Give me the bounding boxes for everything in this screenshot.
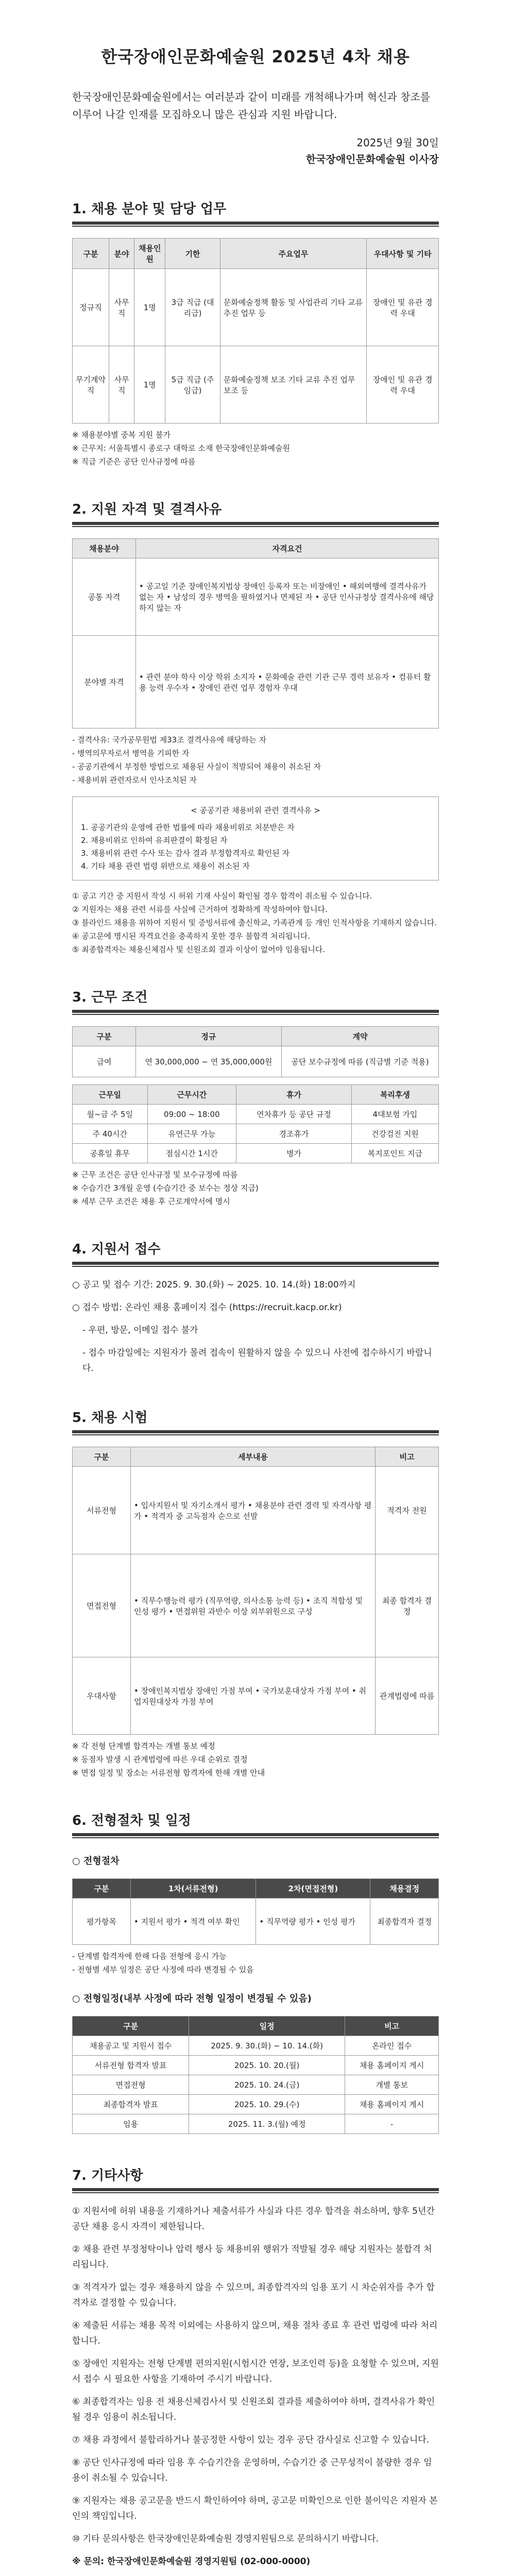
divider xyxy=(72,2188,439,2191)
misc-list xyxy=(72,2204,439,2569)
table-cell: • 직무수행능력 평가 (직무역량, 의사소통 능력 등) • 조직 적합성 및 인성 평가 • 면접위원 과반수 이상 외부위원으로 구성 xyxy=(131,1554,376,1657)
table-header: 자격요건 xyxy=(136,539,439,558)
divider xyxy=(72,1833,439,1836)
table-cell: 문화예술정책 보조 기타 교류 추진 업무 보조 등 xyxy=(220,346,367,423)
date-block xyxy=(72,134,439,167)
list-item: ⑦ 채용 과정에서 불합리하거나 불공정한 사항이 있는 경우 공단 감사실로 신고할 수 있습니다. xyxy=(72,2435,430,2445)
table-row xyxy=(73,346,439,423)
application-list xyxy=(72,1277,439,1376)
table-cell: 급여 xyxy=(73,1046,136,1077)
table-cell: 3급 직급 (대리급) xyxy=(165,269,220,346)
table-header: 우대사항 및 기타 xyxy=(367,239,439,269)
box-line: 4. 기타 채용 관련 법령 위반으로 채용이 취소된 자 xyxy=(81,861,250,871)
table-cell: 2025. 11. 3.(월) 예정 xyxy=(189,2114,345,2134)
qualification-list xyxy=(72,890,439,956)
divider xyxy=(72,1266,439,1267)
table-row xyxy=(73,636,439,728)
divider xyxy=(72,222,439,225)
table-cell: • 직무역량 평가 • 인성 평가 xyxy=(256,1899,370,1945)
note-line: - 공공기관에서 부정한 방법으로 채용된 사실이 적발되어 채용이 취소된 자 xyxy=(72,762,321,771)
notes xyxy=(72,734,439,786)
list-item: ⑤ 장애인 지원자는 전형 단계별 편의지원(시험시간 연장, 보조인력 등)을 요청할 수 있으며, 지원서 접수 시 필요한 사항을 기재하여 주시기 바랍니다. xyxy=(72,2359,439,2384)
divider xyxy=(72,226,439,227)
table-cell: • 입사지원서 및 자기소개서 평가 • 채용분야 관련 경력 및 자격사항 평가 • 적격자 중 고득점자 순으로 선발 xyxy=(131,1467,376,1554)
table-cell: 평가항목 xyxy=(73,1899,131,1945)
schedule-table xyxy=(72,2016,439,2134)
table-header: 근무시간 xyxy=(147,1085,236,1105)
table-header: 비고 xyxy=(345,2016,439,2036)
table-row xyxy=(73,2095,439,2114)
note-line: - 병역의무자로서 병역을 기피한 자 xyxy=(72,749,190,758)
list-item: ① 공고 기간 중 지원서 작성 시 허위 기재 사실이 확인될 경우 합격이 취소될 수 있습니다. xyxy=(72,891,372,901)
table-cell: 월~금 주 5일 xyxy=(73,1105,148,1124)
table-cell: 주 40시간 xyxy=(73,1124,148,1144)
list-item: - 접수 마감일에는 지원자가 몰려 접속이 원활하지 않을 수 있으니 사전에 접수하시기 바랍니다. xyxy=(82,1348,432,1374)
table-cell: 개별 통보 xyxy=(345,2075,439,2095)
box-line: 1. 공공기관의 운영에 관한 법률에 따라 채용비위로 처분받은 자 xyxy=(81,823,295,832)
list-item: ⑤ 최종합격자는 채용신체검사 및 신원조회 결과 이상이 없어야 임용됩니다. xyxy=(72,945,326,954)
list-item: - 우편, 방문, 이메일 접수 불가 xyxy=(82,1325,198,1335)
conditions-table xyxy=(72,1084,439,1163)
table-header: 구분 xyxy=(73,1447,131,1467)
note-line: - 채용비위 관련자로서 인사조치된 자 xyxy=(72,775,197,785)
list-item: ③ 블라인드 채용을 위하여 지원서 및 증빙서류에 출신학교, 가족관계 등 개인 인적사항을 기재하지 않습니다. xyxy=(72,918,437,927)
table-row xyxy=(73,2056,439,2075)
table-row xyxy=(73,1554,439,1657)
table-cell: 장애인 및 유관 경력 우대 xyxy=(367,269,439,346)
disqualification-box xyxy=(72,796,439,880)
list-item: ② 지원자는 채용 관련 서류를 사실에 근거하여 정확하게 작성하여야 합니다. xyxy=(72,905,328,914)
table-cell: - xyxy=(345,2114,439,2134)
note-line: - 결격사유: 국가공무원법 제33조 결격사유에 해당하는 자 xyxy=(72,735,266,744)
notes xyxy=(72,1168,439,1208)
table-cell: 2025. 10. 24.(금) xyxy=(189,2075,345,2095)
divider xyxy=(72,2192,439,2193)
section-7-title: 7. 기타사항 xyxy=(72,2168,143,2183)
table-cell: 2025. 10. 20.(월) xyxy=(189,2056,345,2075)
note-line: ※ 수습기간 3개월 운영 (수습기간 중 보수는 정상 지급) xyxy=(72,1183,259,1193)
table-cell: 2025. 10. 29.(수) xyxy=(189,2095,345,2114)
table-cell: 유연근무 가능 xyxy=(147,1124,236,1144)
notes xyxy=(72,1740,439,1779)
divider xyxy=(72,1262,439,1265)
schedule-subtitle: ○ 전형일정(내부 사정에 따라 전형 일정이 변경될 수 있음) xyxy=(72,1993,312,2004)
table-header: 구분 xyxy=(73,239,109,269)
table-cell: 장애인 및 유관 경력 우대 xyxy=(367,346,439,423)
list-item: ○ 공고 및 접수 기간: 2025. 9. 30.(화) ~ 2025. 10. 14.(화) 18:00까지 xyxy=(72,1280,356,1290)
table-row xyxy=(73,1105,439,1124)
table-cell: • 지원서 평가 • 적격 여부 확인 xyxy=(131,1899,256,1945)
qualification-table xyxy=(72,538,439,728)
table-cell: 적격자 전원 xyxy=(376,1467,439,1554)
table-header: 채용분야 xyxy=(73,539,136,558)
table-cell: 면접전형 xyxy=(73,2075,189,2095)
section-5-title: 5. 채용 시험 xyxy=(72,1410,148,1426)
table-header: 2차(면접전형) xyxy=(256,1879,370,1899)
table-cell: 문화예술정책 활동 및 사업관리 기타 교류 추진 업무 등 xyxy=(220,269,367,346)
box-heading: < 공공기관 채용비위 관련 결격사유 > xyxy=(191,806,320,815)
list-item: ○ 접수 방법: 온라인 채용 홈페이지 접수 (https://recruit.kacp.or.kr) xyxy=(72,1302,342,1313)
table-cell: 건강검진 지원 xyxy=(351,1124,438,1144)
table-cell: 정규직 xyxy=(73,269,109,346)
table-header: 구분 xyxy=(73,1879,131,1899)
table-row xyxy=(73,558,439,636)
table-cell: 병가 xyxy=(236,1144,352,1163)
table-cell: 서류전형 합격자 발표 xyxy=(73,2056,189,2075)
list-item: ⑧ 공단 인사규정에 따라 임용 후 수습기간을 운영하며, 수습기간 중 근무성적이 불량한 경우 임용이 취소될 수 있습니다. xyxy=(72,2458,432,2483)
process-table xyxy=(72,1878,439,1945)
table-row xyxy=(73,1899,439,1945)
table-cell: 채용 홈페이지 게시 xyxy=(345,2056,439,2075)
salary-table xyxy=(72,1026,439,1077)
table-cell: 점심시간 1시간 xyxy=(147,1144,236,1163)
table-cell: 분야별 자격 xyxy=(73,636,136,728)
box-line: 3. 채용비위 관련 수사 또는 감사 결과 부정합격자로 확인된 자 xyxy=(81,849,289,858)
list-item: ② 채용 관련 부정청탁이나 압력 행사 등 채용비위 행위가 적발될 경우 해당 지원자는 불합격 처리됩니다. xyxy=(72,2244,432,2270)
note-line: ※ 세부 근무 조건은 채용 후 근로계약서에 명시 xyxy=(72,1197,230,1206)
table-header: 채용결정 xyxy=(370,1879,439,1899)
note-line: ※ 근무 조건은 공단 인사규정 및 보수규정에 따름 xyxy=(72,1170,238,1179)
list-item: ⑩ 기타 문의사항은 한국장애인문화예술원 경영지원팀으로 문의하시기 바랍니다. xyxy=(72,2534,379,2544)
intro-text: 한국장애인문화예술원에서는 여러분과 같이 미래를 개척해나가며 혁신과 창조를 이루어 나갈 인재를 모집하오니 많은 관심과 지원 바랍니다. xyxy=(72,91,431,121)
table-header: 1차(서류전형) xyxy=(131,1879,256,1899)
section-3-title: 3. 근무 조건 xyxy=(72,990,148,1005)
table-header: 정규 xyxy=(136,1027,282,1046)
box-line: 2. 채용비위로 인하여 유죄판결이 확정된 자 xyxy=(81,836,228,845)
process-subtitle: ○ 전형절차 xyxy=(72,1856,120,1867)
table-header: 일정 xyxy=(189,2016,345,2036)
table-cell: 채용공고 및 지원서 접수 xyxy=(73,2036,189,2056)
table-cell: 무기계약직 xyxy=(73,346,109,423)
divider xyxy=(72,1430,439,1433)
divider xyxy=(72,1014,439,1015)
table-cell: 우대사항 xyxy=(73,1657,131,1735)
note-line: - 전형별 세부 일정은 공단 사정에 따라 변경될 수 있음 xyxy=(72,1965,254,1974)
table-cell: 관계법령에 따름 xyxy=(376,1657,439,1735)
divider xyxy=(72,1434,439,1435)
note-line: ※ 근무지: 서울특별시 종로구 대학로 소재 한국장애인문화예술원 xyxy=(72,444,290,453)
table-header: 주요업무 xyxy=(220,239,367,269)
list-item: ③ 적격자가 없는 경우 채용하지 않을 수 있으며, 최종합격자의 임용 포기 시 차순위자를 추가 합격자로 결정할 수 있습니다. xyxy=(72,2282,435,2308)
section-1-title: 1. 채용 분야 및 담당 업무 xyxy=(72,201,227,217)
table-cell: 경조휴가 xyxy=(236,1124,352,1144)
divider xyxy=(72,1837,439,1838)
list-item: ④ 제출된 서류는 채용 목적 이외에는 사용하지 않으며, 채용 절차 종료 후 관련 법령에 따라 처리합니다. xyxy=(72,2320,438,2346)
table-header: 구분 xyxy=(73,2016,189,2036)
list-item: ⑨ 지원자는 채용 공고문을 반드시 확인하여야 하며, 공고문 미확인으로 인한 불이익은 지원자 본인의 책임입니다. xyxy=(72,2496,438,2521)
note-line: ※ 직급 기준은 공단 인사규정에 따름 xyxy=(72,457,196,466)
contact-info: ※ 문의: 한국장애인문화예술원 경영지원팀 (02-000-0000) xyxy=(72,2556,311,2567)
table-row xyxy=(73,1144,439,1163)
table-cell: 공휴일 휴무 xyxy=(73,1144,148,1163)
table-cell: 임용 xyxy=(73,2114,189,2134)
table-cell: • 관련 분야 학사 이상 학위 소지자 • 문화예술 관련 기관 근무 경력 보유자 • 컴퓨터 활용 능력 우수자 • 장애인 관련 업무 경험자 우대 xyxy=(136,636,439,728)
page-title: 한국장애인문화예술원 2025년 4차 채용 xyxy=(101,47,410,66)
note-line: - 단계별 합격자에 한해 다음 전형에 응시 가능 xyxy=(72,1952,227,1961)
table-header: 비고 xyxy=(376,1447,439,1467)
table-cell: 면접전형 xyxy=(73,1554,131,1657)
table-cell: 채용 홈페이지 게시 xyxy=(345,2095,439,2114)
table-row xyxy=(73,1467,439,1554)
table-cell: 복지포인트 지급 xyxy=(351,1144,438,1163)
table-cell: 공단 보수규정에 따름 (직급별 기준 적용) xyxy=(281,1046,438,1077)
table-row xyxy=(73,1657,439,1735)
table-cell: • 장애인복지법상 장애인 가점 부여 • 국가보훈대상자 가점 부여 • 취업지원대상자 가점 부여 xyxy=(131,1657,376,1735)
note-line: ※ 각 전형 단계별 합격자는 개별 통보 예정 xyxy=(72,1741,215,1751)
table-row xyxy=(73,2036,439,2056)
table-cell: 최종 합격자 결정 xyxy=(376,1554,439,1657)
table-header: 휴가 xyxy=(236,1085,352,1105)
divider xyxy=(72,522,439,525)
note-line: ※ 면접 일정 및 장소는 서류전형 합격자에 한해 개별 안내 xyxy=(72,1768,265,1777)
table-header: 복리후생 xyxy=(351,1085,438,1105)
table-cell: 연차휴가 등 공단 규정 xyxy=(236,1105,352,1124)
note-line: ※ 채용분야별 중복 지원 불가 xyxy=(72,430,171,439)
table-cell: 1명 xyxy=(134,269,165,346)
table-cell: 최종합격자 결정 xyxy=(370,1899,439,1945)
note-line: ※ 동점자 발생 시 관계법령에 따른 우대 순위로 결정 xyxy=(72,1755,248,1764)
table-row xyxy=(73,1046,439,1077)
table-row xyxy=(73,269,439,346)
table-cell: 09:00 ~ 18:00 xyxy=(147,1105,236,1124)
org-name: 한국장애인문화예술원 이사장 xyxy=(305,153,439,165)
list-item: ⑥ 최종합격자는 임용 전 채용신체검사서 및 신원조회 결과를 제출하여야 하며, 결격사유가 확인될 경우 임용이 취소됩니다. xyxy=(72,2397,435,2422)
table-header: 채용인원 xyxy=(134,239,165,269)
table-cell: 연 30,000,000 ~ 연 35,000,000원 xyxy=(136,1046,282,1077)
announce-date: 2025년 9월 30일 xyxy=(356,137,439,149)
section-4-title: 4. 지원서 접수 xyxy=(72,1242,161,1257)
exam-table xyxy=(72,1447,439,1735)
divider xyxy=(72,1010,439,1013)
table-cell: 서류전형 xyxy=(73,1467,131,1554)
list-item: ④ 공고문에 명시된 자격요건을 충족하지 못한 경우 불합격 처리됩니다. xyxy=(72,931,311,941)
notes xyxy=(72,429,439,468)
table-header: 분야 xyxy=(109,239,134,269)
table-header: 계약 xyxy=(281,1027,438,1046)
table-cell: 온라인 접수 xyxy=(345,2036,439,2056)
table-cell: 4대보험 가입 xyxy=(351,1105,438,1124)
table-header: 근무일 xyxy=(73,1085,148,1105)
table-row xyxy=(73,2075,439,2095)
table-cell: 5급 직급 (주임급) xyxy=(165,346,220,423)
divider xyxy=(72,526,439,527)
table-cell: 사무직 xyxy=(109,346,134,423)
table-header: 구분 xyxy=(73,1027,136,1046)
section-6-title: 6. 전형절차 및 일정 xyxy=(72,1813,191,1828)
table-cell: 최종합격자 발표 xyxy=(73,2095,189,2114)
table-cell: 1명 xyxy=(134,346,165,423)
section-2-title: 2. 지원 자격 및 결격사유 xyxy=(72,502,222,517)
table-header: 기한 xyxy=(165,239,220,269)
notes xyxy=(72,1950,439,1976)
recruit-table xyxy=(72,238,439,423)
list-item: ① 지원서에 허위 내용을 기재하거나 제출서류가 사실과 다른 경우 합격을 취소하며, 향후 5년간 공단 채용 응시 자격이 제한됩니다. xyxy=(72,2206,435,2232)
table-row xyxy=(73,2114,439,2134)
table-cell: 공통 자격 xyxy=(73,558,136,636)
table-cell: 사무직 xyxy=(109,269,134,346)
table-row xyxy=(73,1124,439,1144)
table-header: 세부내용 xyxy=(131,1447,376,1467)
table-cell: 2025. 9. 30.(화) ~ 10. 14.(화) xyxy=(189,2036,345,2056)
table-cell: • 공고일 기준 장애인복지법상 장애인 등록자 또는 비장애인 • 해외여행에 결격사유가 없는 자 • 남성의 경우 병역을 필하였거나 면제된 자 • 공단 인사규정상 결격사유에 해당하지 않는 자 xyxy=(136,558,439,636)
